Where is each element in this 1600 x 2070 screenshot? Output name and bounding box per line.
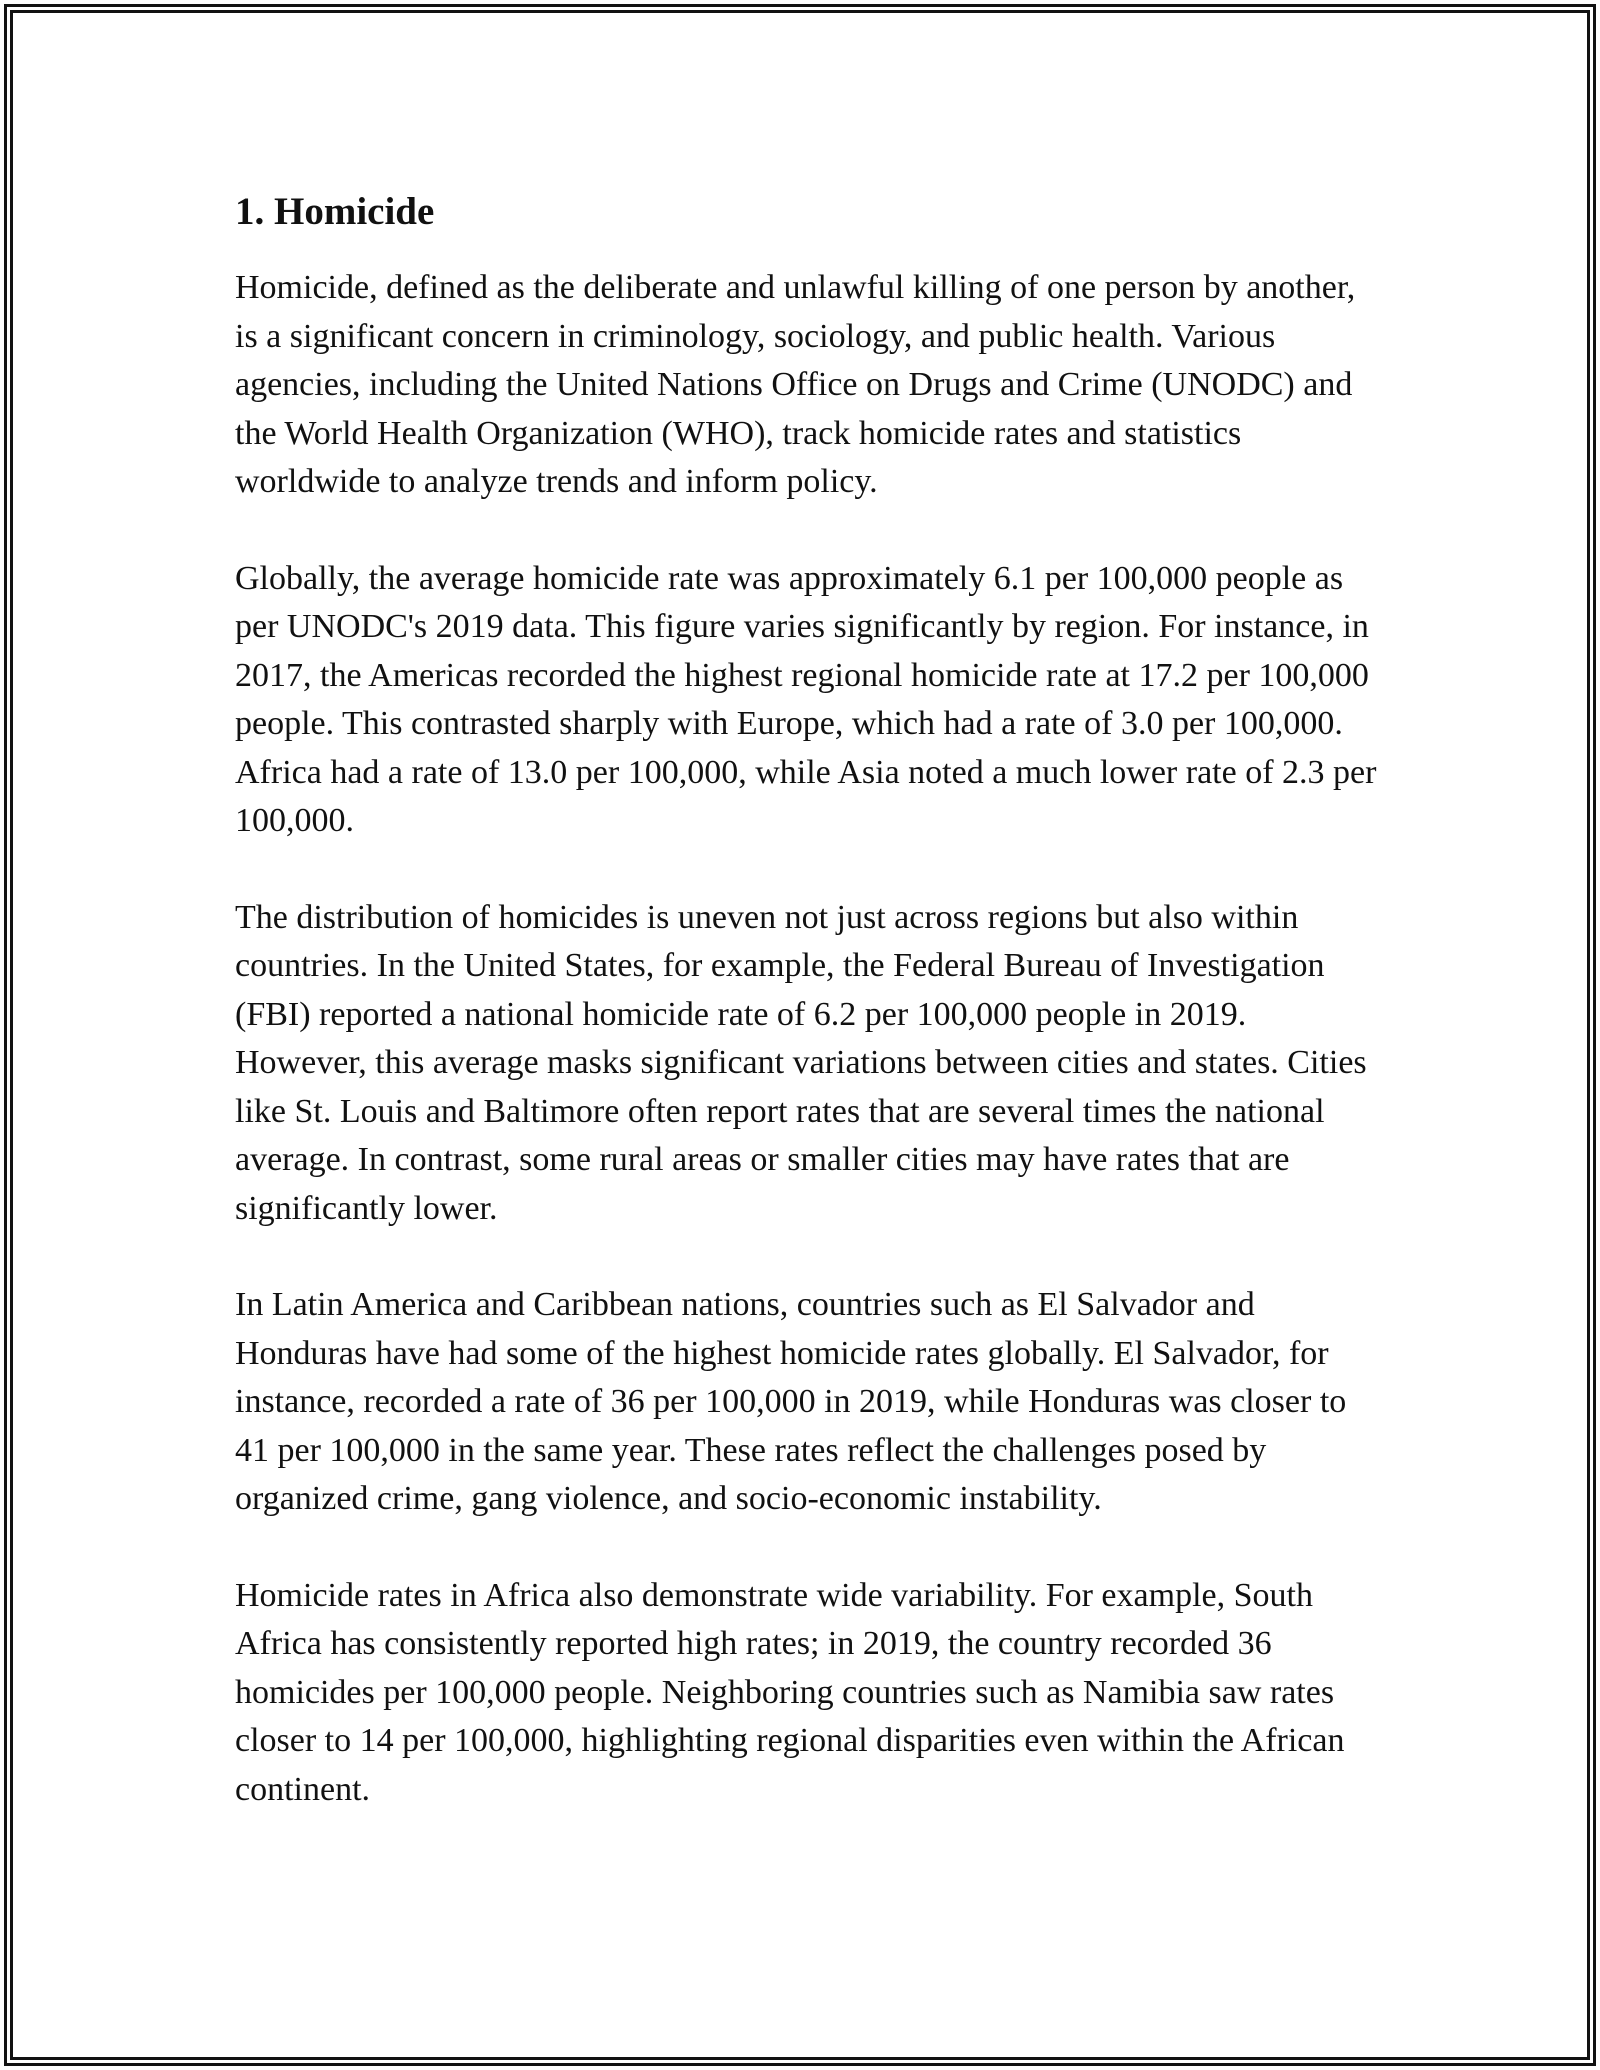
paragraph-united-states: The distribution of homicides is uneven not just across regions but also within countries. In the United States, for example, the Federal Bureau of Investigation (FBI) reported a national homicide rate of 6.2 per 100,000 people in 2019. However, this average masks significant variations between cities and states. Cities like St. Louis and Baltimore often report rates that are several times the national average. In contrast, some rural areas or smaller cities may have rates that are significantly lower.	[235, 898, 1367, 1227]
section-title: 1. Homicide	[235, 190, 435, 233]
paragraph-africa: Homicide rates in Africa also demonstrate wide variability. For example, South Africa has consistently reported high rates; in 2019, the country recorded 36 homicides per 100,000 people. Neighboring countries such as Namibia saw rates closer to 14 per 100,000, highlighting regional disparities even within the African continent.	[235, 1576, 1345, 1808]
paragraph-global-rates: Globally, the average homicide rate was approximately 6.1 per 100,000 people as per UNODC's 2019 data. This figure varies significantly by region. For instance, in 2017, the Americas recorded the highest regional homicide rate at 17.2 per 100,000 people. This contrasted sharply with Europe, which had a rate of 3.0 per 100,000. Africa had a rate of 13.0 per 100,000, while Asia noted a much lower rate of 2.3 per 100,000.	[235, 559, 1377, 839]
paragraph-latin-america: In Latin America and Caribbean nations, countries such as El Salvador and Honduras have had some of the highest homicide rates globally. El Salvador, for instance, recorded a rate of 36 per 100,000 in 2019, while Honduras was closer to 41 per 100,000 in the same year. These rates reflect the challenges posed by organized crime, gang violence, and socio-economic instability.	[235, 1286, 1347, 1517]
paragraph-definition: Homicide, defined as the deliberate and unlawful killing of one person by another, is a significant concern in criminology, sociology, and public health. Various agencies, including the United Nations Office on Drugs and Crime (UNODC) and the World Health Organization (WHO), track homicide rates and statistics worldwide to analyze trends and inform policy.	[235, 269, 1356, 500]
document-body	[235, 188, 1385, 1862]
